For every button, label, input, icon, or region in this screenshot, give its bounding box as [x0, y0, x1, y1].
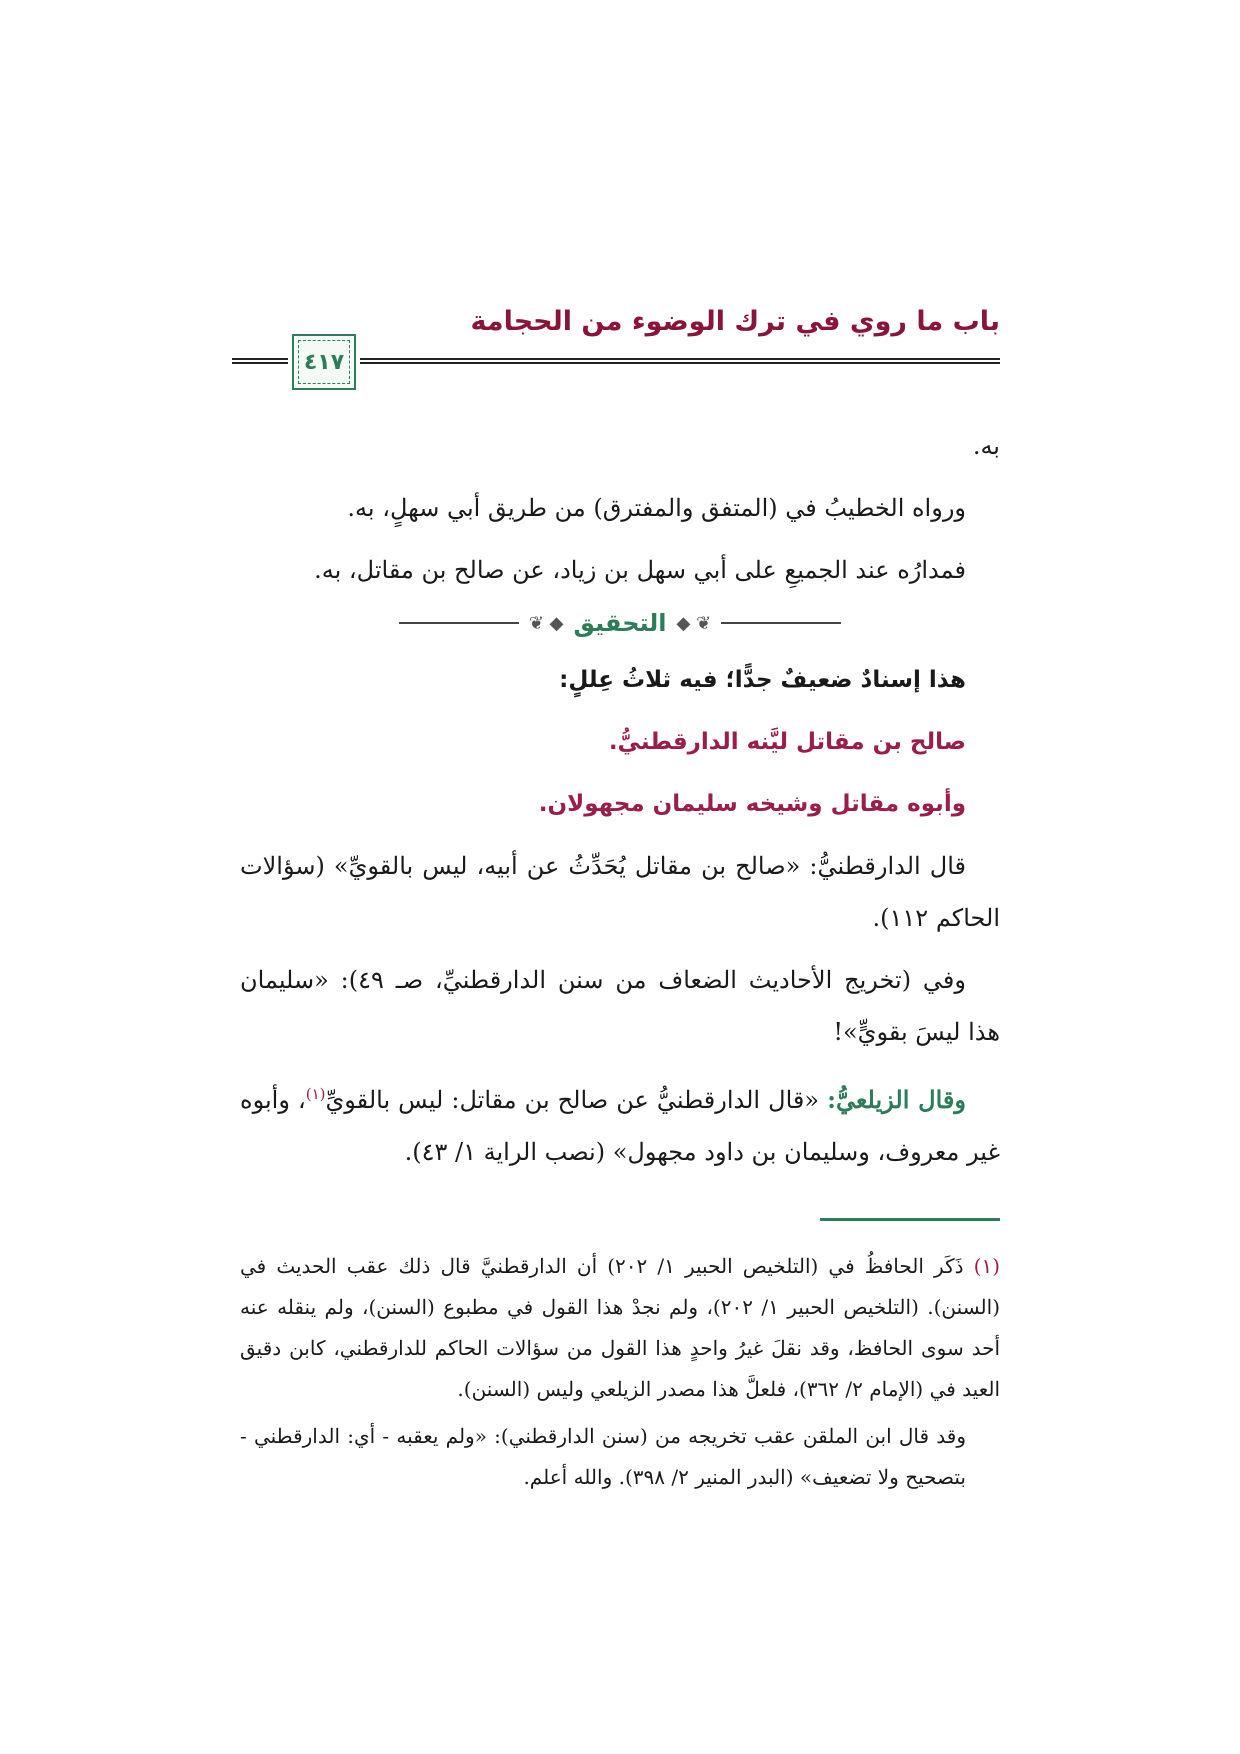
paragraph: ورواه الخطيبُ في (المتفق والمفترق) من طريق أبي سهلٍ، به.: [347, 494, 966, 522]
page-number: ٤١٧: [303, 349, 345, 375]
footnote-text: ذَكَر الحافظُ في (التلخيص الحبير ١/ ٢٠٢) أن الدارقطنيَّ قال ذلك عقب الحديث في (السنن). (التلخيص الحبير ١/ ٢٠٢)، ولم نجدْ هذا القول في مطبوع (السنن)، ولم ينقله عنه أحد سوى الحافظ، وقد نقلَ غيرُ واحدٍ هذا القول من سؤالات الحاكم للدارقطني، كابن دقيق العيد في (الإمام ٢/ ٣٦٢)، فلعلَّ هذا مصدر الزيلعي وليس (السنن).: [240, 1254, 1000, 1401]
divider-line: [399, 622, 519, 624]
chapter-title: باب ما روي في ترك الوضوء من الحجامة: [470, 306, 1000, 337]
paragraph: فمدارُه عند الجميعِ على أبي سهل بن زياد، عن صالح بن مقاتل، به.: [314, 556, 966, 584]
ornament-icon: ◆ ❦: [528, 612, 564, 634]
paragraph: قال الدارقطنيُّ: «صالح بن مقاتل يُحَدِّثُ عن أبيه، ليس بالقويِّ» (سؤالات الحاكم ١١٢).: [240, 852, 1000, 932]
paragraph: [240, 1068, 1000, 1178]
divider-line: [721, 622, 841, 624]
header-rule: [360, 358, 1000, 364]
paragraph-text: ، وأبوه غير معروف، وسليمان بن داود مجهول» (نصب الراية ١/ ٤٣).: [240, 1086, 1000, 1166]
section-heading: التحقيق: [573, 609, 667, 637]
section-divider: [240, 606, 1000, 640]
paragraph: هذا إسنادٌ ضعيفٌ جدًّا؛ فيه ثلاثُ عِللٍ:: [559, 667, 966, 693]
main-text: [240, 420, 1000, 1188]
footnotes: [240, 1246, 1000, 1504]
footnote-reference[interactable]: (١): [305, 1085, 326, 1103]
paragraph: وفي (تخريج الأحاديث الضعاف من سنن الدارقطنيِّ، صـ ٤٩): «سليمان هذا ليسَ بقويٍّ»!: [240, 966, 1000, 1046]
footnote: [240, 1246, 1000, 1410]
paragraph: به.: [972, 432, 1000, 460]
ornament-icon: ❦ ◆: [676, 612, 712, 634]
paragraph: صالح بن مقاتل ليَّنه الدارقطنيُّ.: [608, 729, 966, 755]
footnote: وقد قال ابن الملقن عقب تخريجه من (سنن الدارقطني): «ولم يعقبه - أي: الدارقطني - بتصحيح ولا تضعيف» (البدر المنير ٢/ ٣٩٨). والله أعلم.: [240, 1424, 966, 1489]
footnote-separator: [820, 1218, 1000, 1221]
footnote-number: (١): [973, 1254, 1000, 1278]
paragraph-text: «قال الدارقطنيُّ عن صالح بن مقاتل: ليس بالقويِّ: [325, 1086, 828, 1114]
page-number-frame: [292, 334, 356, 390]
paragraph: وأبوه مقاتل وشيخه سليمان مجهولان.: [538, 791, 966, 817]
quoted-author: وقال الزيلعيُّ:: [827, 1085, 966, 1114]
header-rule-short: [232, 358, 288, 364]
